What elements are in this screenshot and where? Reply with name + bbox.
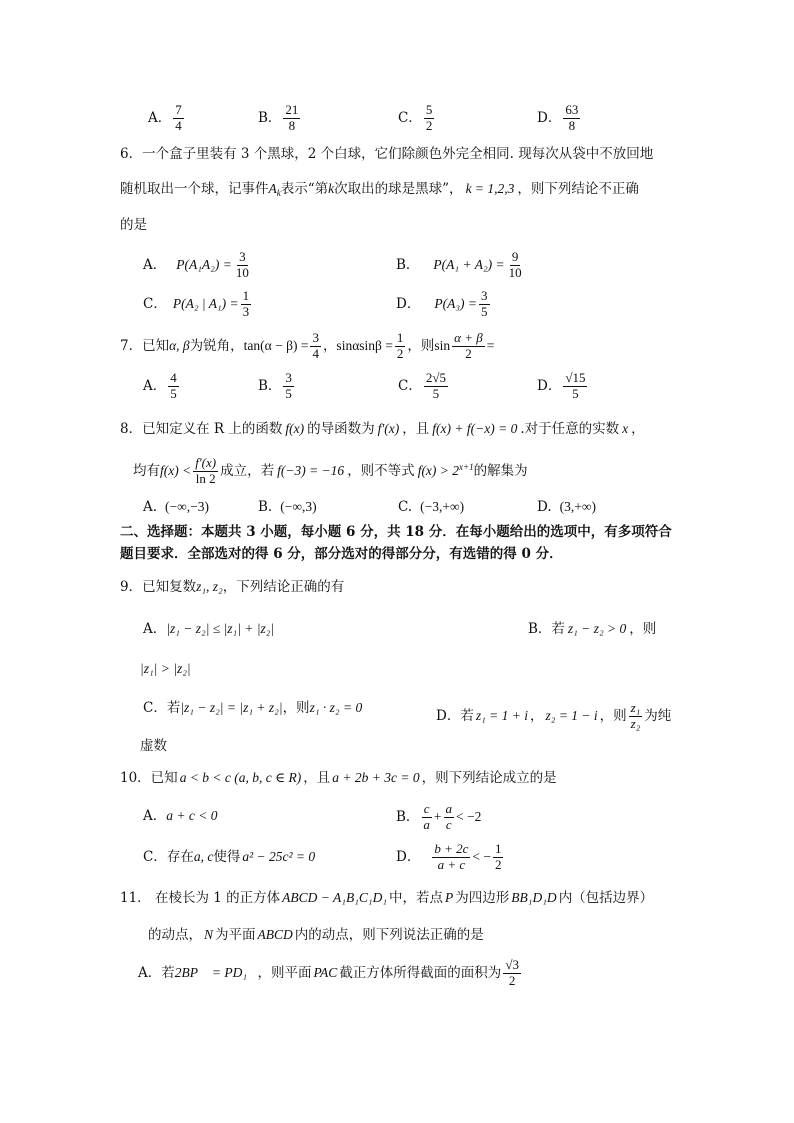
point-p: P [445,890,454,905]
numerator: 7 [175,102,182,117]
q10-option-c [143,850,315,865]
tan-fraction [310,331,321,362]
expr: a² − 25c² = 0 [242,849,316,864]
q6-stem-line3: 的是 [120,217,147,233]
order-condition: a < b < c (a, b, c ∈ R) [179,770,302,785]
text: ，则 [282,700,310,716]
expr: P(A₁ + A₂) = [433,256,505,272]
quadrilateral: BB₁D₁D [511,890,557,905]
numerator: 2√5 [425,370,446,385]
q8-option-a [143,500,209,515]
text: ，且 [402,421,430,437]
value: (−∞,−3) [165,499,210,514]
odd-condition: f(x) + f(−x) = 0 [432,421,518,436]
numerator: b + 2c [434,841,469,856]
q5-option-c-label: C． [398,109,422,126]
label: C．若 [143,700,181,716]
q8-stem-line1 [120,422,645,437]
label: B． [396,256,420,273]
text: ，则平面 [257,964,312,981]
fraction [507,250,524,281]
value: (−3,+∞) [420,499,465,514]
q7-option-c [398,371,450,402]
numerator: 1 [396,330,404,345]
text: ，则 [407,337,435,354]
numerator: 1 [242,288,250,303]
denominator: 4 [175,117,182,133]
numerator: 5 [425,102,433,117]
q6-option-c [143,289,253,320]
denominator: 2 [494,856,502,872]
denominator: 5 [572,385,579,401]
text: 的解集为 [473,462,528,479]
q6-option-d [396,289,492,320]
q9-option-a [143,622,274,637]
q7-option-a [143,371,181,402]
value: (−∞,3) [280,499,317,514]
label: D. [537,499,552,515]
text: 为纯 [644,707,672,724]
denominator: a [423,816,430,832]
q6-option-a [143,250,253,281]
text: 为平面 [215,927,256,943]
denominator: 5 [285,385,292,401]
text: 7．已知 [120,337,170,354]
text: 8．已知定义在 R 上的函数 [120,421,283,437]
ineq-lhs: f(x) < [160,462,192,478]
k-values: k = 1,2,3 [465,181,515,196]
plane-name: ABCD [257,927,293,942]
q10-option-d [396,842,505,873]
fraction-1 [432,842,470,873]
q6-stem-line1: 6．一个盒子里装有 3 个黑球，2 个白球，它们除颜色外完全相同. 现每次从袋中不放回地 [120,146,654,162]
q7-option-b [258,371,296,402]
q10-option-a [143,809,217,824]
denominator: 8 [288,117,296,133]
expr: P(A₃) = [434,295,477,311]
q10-option-b [396,802,481,833]
text: 为四边形 [455,890,510,906]
numerator: √15 [565,370,586,385]
angles: α, β [169,337,190,353]
denominator: 4 [312,345,319,361]
numerator: α + β [454,330,483,345]
tan-expr: tan(α − β) = [243,337,309,353]
numerator: 1 [494,841,502,856]
point-n: N [204,927,214,942]
x-var: x [622,421,629,436]
denominator: 5 [481,303,488,319]
label: A． [143,377,167,394]
expr: |z₁ − z₂| ≤ |z₁| + |z₂| [166,621,275,636]
numerator: √3 [505,957,519,972]
sum-condition: a + 2b + 3c = 0 [332,770,420,785]
label: B． [396,808,420,825]
expr: P(A₁A₂) = [176,256,232,272]
fraction [283,371,294,402]
denominator: ln 2 [195,470,216,486]
target-ineq: f(x) > 2 [417,462,460,478]
numerator: 3 [312,330,319,345]
numerator: a [445,801,453,816]
text: ，则 [599,707,627,724]
numerator: f′(x) [195,455,217,470]
vector-expr: 2BP⃗ = PD₁⃗ [174,964,258,980]
q11-stem-line1 [120,891,653,906]
q5-option-c [398,103,436,134]
label: C． [143,295,167,312]
label: C． [398,377,422,394]
result: z₁ · z₂ = 0 [309,700,363,715]
label: B． [258,377,282,394]
numerator: 63 [565,102,579,117]
fraction [234,250,251,281]
label: C．存在 [143,849,194,865]
text: ，且 [303,770,331,786]
denominator: a + c [437,856,466,872]
fraction [629,701,643,732]
q5-option-b-label: B． [258,109,282,126]
sin-fraction [395,331,406,362]
numerator: z₁ [630,700,641,715]
label: D．若 [436,707,474,724]
fraction [503,958,521,989]
denominator: 2 [396,345,404,361]
value: (3,+∞) [559,499,596,514]
label: B．若 [528,621,565,637]
q5-option-c-fraction [424,103,435,134]
cube-name: ABCD − A₁B₁C₁D₁ [282,890,388,905]
fraction [168,371,179,402]
event-symbol: $A_k$ [268,181,281,198]
q5-option-a-label: A． [148,109,172,126]
relation: < − [472,848,491,864]
fpx: f′(x) [377,421,400,436]
plane-pac: PAC [313,964,338,980]
text: 9．已知复数 [120,579,197,595]
q11-option-a [138,958,523,989]
fx: f(x) [285,421,305,436]
q10-stem [120,771,557,786]
text: 10．已知 [120,770,178,786]
text: 使得 [213,849,241,865]
k-symbol: k [328,181,335,196]
denominator: 5 [170,385,177,401]
denominator: c [445,816,452,832]
denominator: 2 [508,972,516,988]
text: ，下列结论正确的有 [222,579,345,595]
plus: + [433,808,442,824]
expr: a + c < 0 [166,808,218,823]
relation: < −2 [456,808,482,824]
label: A. [143,499,158,515]
q5-option-a [148,103,186,134]
denominator: 8 [568,117,576,133]
text: ，则不等式 [347,462,415,479]
vars: z₁, z₂ [196,579,223,594]
text: 内（包括边界） [558,890,654,906]
label: A． [143,256,167,273]
q8-option-c [398,500,464,515]
text: 中，若点 [389,890,444,906]
sin-expr: ，sinαsinβ = [322,337,393,353]
q5-option-d [537,103,582,134]
denominator: 2 [425,117,433,133]
q9-option-d-cont: 虚数 [140,738,167,754]
text: 均有 [133,462,160,479]
text: ，则下列结论不正确 [517,181,639,197]
ask-fraction [452,331,485,362]
text: 11． 在棱长为 1 的正方体 [120,890,281,906]
text: 的动点， [148,927,202,943]
text: ， [631,421,645,437]
text: .对于任意的实数 [520,421,620,437]
expr: |z₁ − z₂| = |z₁ + z₂| [180,700,283,715]
numerator: 21 [285,102,299,117]
expr: P(A₂ | A₁) = [172,295,239,311]
numerator: 3 [239,249,246,264]
denominator: 10 [235,264,249,280]
q6-option-b [396,250,526,281]
q8-stem-line2 [133,456,528,487]
exponent: x+1 [459,461,474,472]
text: 截正方体所得截面的面积为 [339,964,502,981]
numerator: 3 [481,288,488,303]
denominator: 3 [242,303,250,319]
expr: z₁ − z₂ > 0 [567,621,627,636]
text: 随机取出一个球，记事件 [120,181,269,197]
q7-option-d [537,371,589,402]
numerator: 9 [511,249,519,264]
text: ，则下列结论成立的是 [421,770,557,786]
label: D． [396,295,421,312]
numerator: 3 [285,370,292,385]
fraction-1 [421,802,432,833]
fraction-2 [444,802,455,833]
z2-def: z₂ = 1 − i [545,707,598,723]
denominator: 5 [432,385,440,401]
vars: a, c [193,849,214,864]
q8-option-b [258,500,317,515]
text: ， [530,707,544,724]
text: 内的动点，则下列说法正确的是 [294,927,484,943]
text: 的导函数为 [307,421,375,437]
label: A． [143,808,167,824]
ineq-fraction [193,456,218,487]
fraction [241,289,252,320]
text: 为锐角， [189,337,244,354]
text: 次取出的球是黑球”， [334,181,463,197]
q9-option-b-cont: |z₁| > |z₂| [140,661,191,676]
q8-option-d [537,500,596,515]
numerator: 4 [170,370,177,385]
label: D． [537,377,562,394]
text: 成立，若 [220,462,275,479]
q11-stem-line2 [148,928,484,943]
label: B. [258,499,273,515]
q9-option-c [143,701,362,716]
denominator: z₂ [630,715,641,731]
given-value: f(−3) = −16 [277,462,345,478]
q5-option-b [258,103,302,134]
fraction [479,289,490,320]
q5-option-d-label: D． [537,109,562,126]
denominator: 10 [508,264,522,280]
numerator: c [423,801,430,816]
q5-option-a-fraction [173,103,184,134]
text: 表示“第 [280,181,329,197]
label: D． [396,848,421,865]
section2-heading-line1: 二、选择题：本题共 3 小题，每小题 6 分，共 18 分．在每小题给出的选项中，有多项符合 [120,524,672,540]
q6-stem-line2 [120,182,639,198]
q9-option-d [436,701,671,732]
label: A．若 [138,964,175,981]
fraction-2 [493,842,504,873]
label: C. [398,499,413,515]
fraction [563,371,587,402]
q9-option-b [528,622,656,637]
label: A． [143,621,167,637]
sin-fn: sin [434,337,451,353]
equals: = [486,337,495,353]
z1-def: z₁ = 1 + i [475,707,528,723]
q9-stem [120,580,344,595]
denominator: 2 [465,345,472,361]
q5-option-d-fraction [563,103,580,134]
fraction [424,371,448,402]
text: ，则 [629,621,657,637]
q7-stem [120,331,494,362]
q5-option-b-fraction [283,103,300,134]
section2-heading-line2: 题目要求．全部选对的得 6 分，部分选对的得部分分，有选错的得 0 分． [120,546,563,562]
